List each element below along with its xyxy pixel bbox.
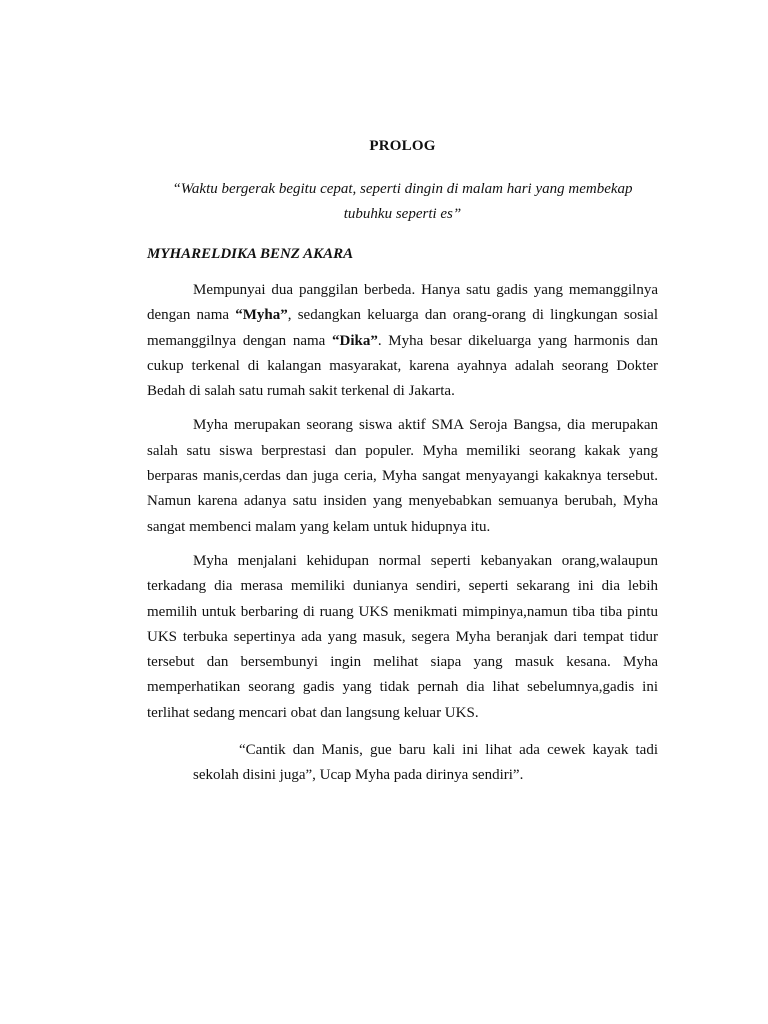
paragraph-1-text-b: , sedangkan keluarga dan orang-orang di lingkungan sosial memanggilnya dengan nama xyxy=(147,307,658,349)
paragraph-3: Myha menjalani kehidupan normal seperti kebanyakan orang,walaupun terkadang dia merasa memiliki dunianya sendiri, seperti sekarang ini dia lebih memilih untuk berbaring di ruang UKS menikmati mimpinya,namun tiba tiba pintu UKS terbuka sepertinya ada yang masuk, segera Myha beranjak dari tempat tidur tersebut dan bersembunyi ingin melihat siapa yang masuk kesana. Myha memperhatikan seorang gadis yang tidak pernah dia lihat sebelumnya,gadis ini terlihat sedang mencari obat dan langsung keluar UKS. xyxy=(147,552,658,721)
document-body xyxy=(147,133,658,789)
page-title: PROLOG xyxy=(369,138,436,154)
nickname-myha: “Myha” xyxy=(235,307,288,324)
paragraph-2: Myha merupakan seorang siswa aktif SMA Seroja Bangsa, dia merupakan salah satu siswa berprestasi dan populer. Myha memiliki seorang kakak yang berparas manis,cerdas dan juga ceria, Myha sangat menyayangi kakaknya tersebut. Namun karena adanya satu insiden yang menyebabkan semuanya berubah, Myha sangat membenci malam yang kelam untuk hidupnya itu. xyxy=(147,417,658,535)
paragraph-1 xyxy=(147,278,658,404)
epigraph: “Waktu bergerak begitu cepat, seperti dingin di malam hari yang membekap tubuhku seperti es” xyxy=(172,181,633,222)
nickname-dika: “Dika” xyxy=(331,332,378,349)
paragraph-1-text-c: . Myha besar dikeluarga yang harmonis dan cukup terkenal di kalangan masyarakat, karena ayahnya adalah seorang Dokter Bedah di salah satu rumah sakit terkenal di Jakarta. xyxy=(147,332,658,400)
paragraph-1-text-a: Mempunyai dua panggilan berbeda. Hanya satu gadis yang memanggilnya dengan nama xyxy=(147,282,658,324)
dialogue-quote: “Cantik dan Manis, gue baru kali ini lihat ada cewek kayak tadi sekolah disini juga”, Ucap Myha pada dirinya sendiri”. xyxy=(193,742,658,784)
section-heading: MYHARELDIKA BENZ AKARA xyxy=(147,246,354,262)
